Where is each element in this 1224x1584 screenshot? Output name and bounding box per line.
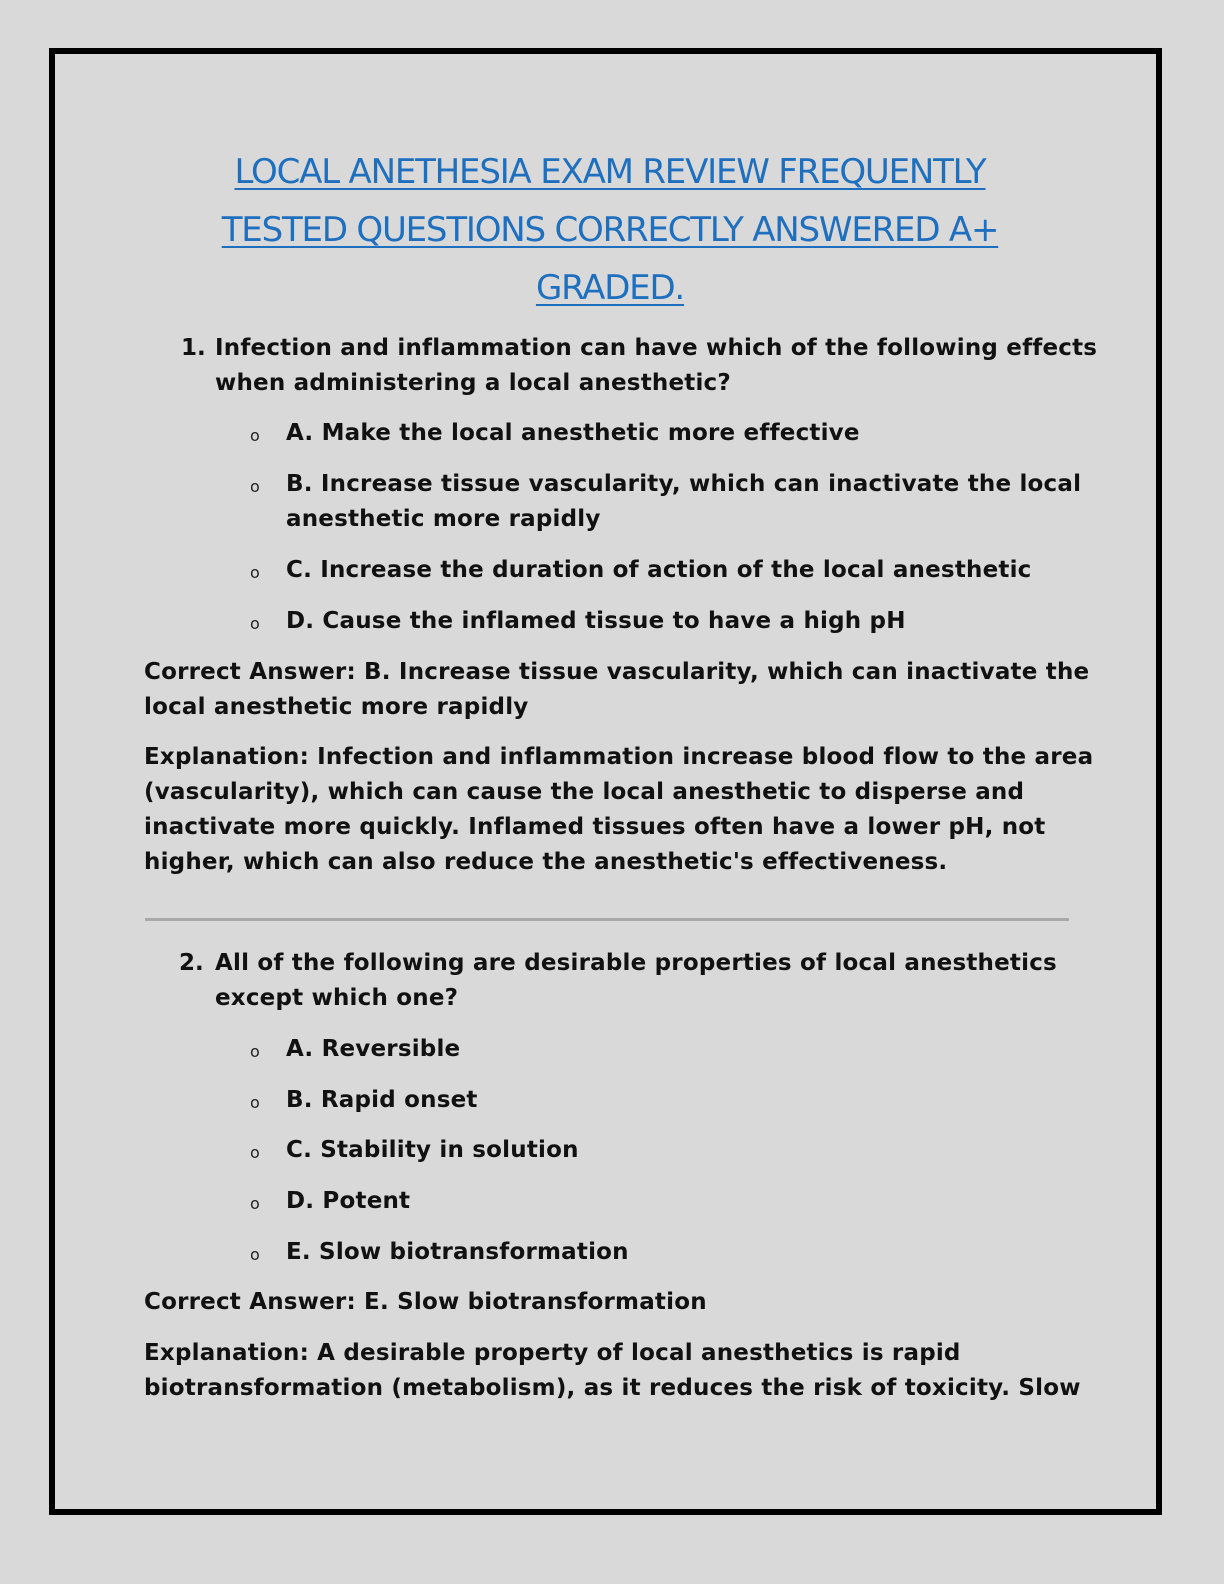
question-divider — [145, 918, 1069, 921]
bullet-icon: o — [250, 426, 260, 445]
question-1-option-b: B. Increase tissue vascularity, which can inactivate the local anesthetic more rapidly — [286, 471, 1082, 532]
bullet-icon: o — [250, 1143, 260, 1162]
bullet-icon: o — [250, 1093, 260, 1112]
question-1-option-d: D. Cause the inflamed tissue to have a high pH — [286, 608, 906, 634]
question-2-correct-answer: Correct Answer: E. Slow biotransformation — [144, 1289, 707, 1315]
bullet-icon: o — [250, 563, 260, 582]
question-2-text: All of the following are desirable properties of local anesthetics except which one? — [215, 950, 1057, 1011]
question-2-option-a: A. Reversible — [286, 1036, 461, 1062]
bullet-icon: o — [250, 1194, 260, 1213]
bullet-icon: o — [250, 477, 260, 496]
bullet-icon: o — [250, 1042, 260, 1061]
question-2-option-e: E. Slow biotransformation — [286, 1239, 629, 1265]
bullet-icon: o — [250, 614, 260, 633]
question-1-option-a: A. Make the local anesthetic more effective — [286, 420, 860, 446]
question-1-text: Infection and inflammation can have which of the following effects when administering a local anesthetic? — [215, 335, 1098, 396]
question-2-option-c: C. Stability in solution — [286, 1137, 579, 1163]
question-1-number: 1. — [181, 335, 206, 361]
question-2-option-d: D. Potent — [286, 1188, 411, 1214]
question-2-number: 2. — [179, 950, 204, 976]
question-1-option-c: C. Increase the duration of action of the local anesthetic — [286, 557, 1032, 583]
question-1-correct-answer: Correct Answer: B. Increase tissue vascularity, which can inactivate the local anesthetic more rapidly — [144, 659, 1090, 720]
document-title: LOCAL ANETHESIA EXAM REVIEW FREQUENTLY TESTED QUESTIONS CORRECTLY ANSWERED A+ GRADED. — [221, 152, 999, 308]
question-1-explanation: Explanation: Infection and inflammation increase blood flow to the area (vascularity), which can cause the local anesthetic to disperse and inactivate more quickly. Inflamed tissues often have a lower pH, not higher, which can also reduce the anesthetic's effectiveness. — [144, 744, 1094, 875]
bullet-icon: o — [250, 1245, 260, 1264]
question-2-explanation: Explanation: A desirable property of local anesthetics is rapid biotransformation (metabolism), as it reduces the risk of toxicity. Slow — [144, 1340, 1081, 1401]
question-2-option-b: B. Rapid onset — [286, 1087, 478, 1113]
